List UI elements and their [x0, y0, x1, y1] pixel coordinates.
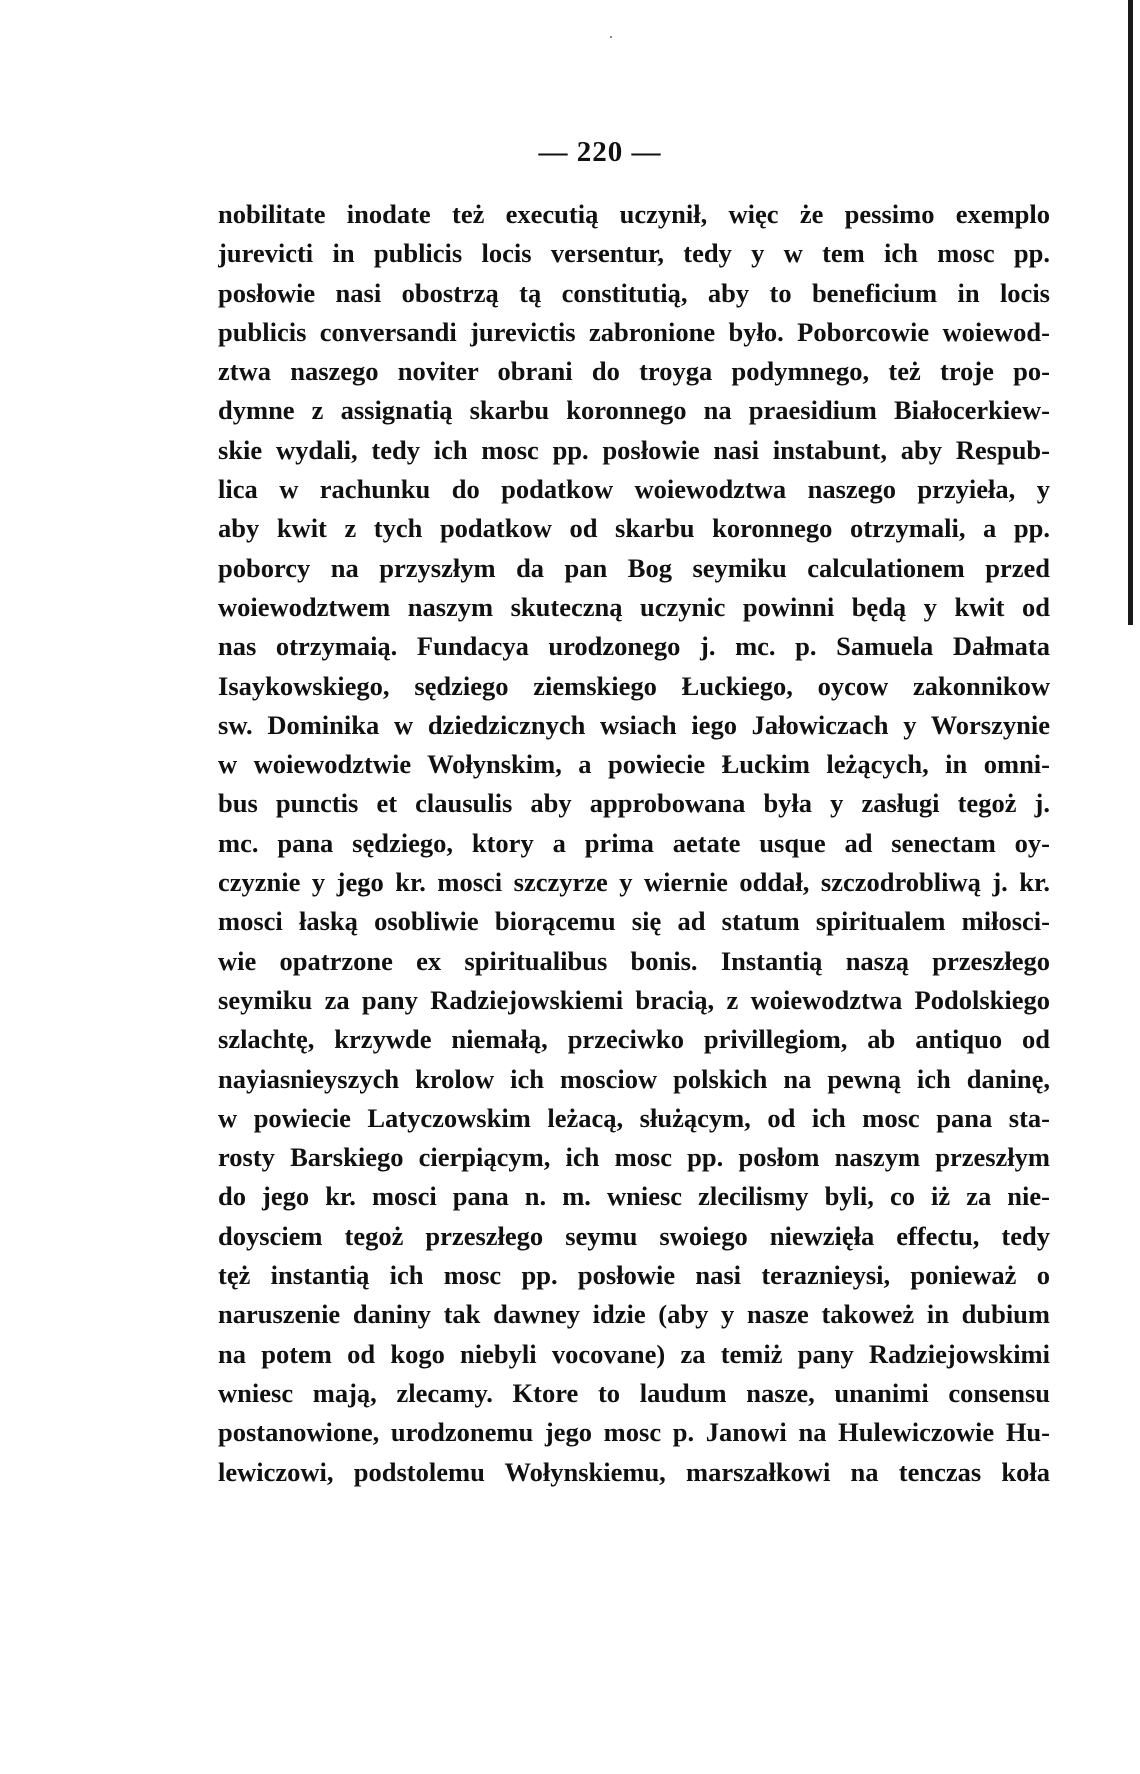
- text-line: do jego kr. mosci pana n. m. wniesc zlecilismy byli, co iż za nie-: [218, 1181, 1050, 1212]
- text-line: jurevicti in publicis locis versentur, tedy y w tem ich mosc pp.: [218, 238, 1050, 269]
- text-line: w woiewodztwie Wołynskim, a powiecie Łuckim leżących, in omni-: [218, 749, 1050, 780]
- text-line: seymiku za pany Radziejowskiemi bracią, z woiewodztwa Podolskiego: [218, 984, 1050, 1015]
- text-line: bus punctis et clausulis aby approbowana była y zasługi tegoż j.: [218, 788, 1050, 819]
- page-edge-shadow: [1128, 0, 1133, 625]
- text-line: sw. Dominika w dziedzicznych wsiach iego Jałowiczach y Worszynie: [218, 709, 1050, 740]
- text-line: skie wydali, tedy ich mosc pp. posłowie nasi instabunt, aby Respub-: [218, 434, 1050, 465]
- text-line: szlachtę, krzywde niemałą, przeciwko privillegiom, ab antiquo od: [218, 1024, 1050, 1055]
- text-line: nobilitate inodate też executią uczynił, więc że pessimo exemplo: [218, 199, 1050, 229]
- text-line: na potem od kogo niebyli vocovane) za temiż pany Radziejowskimi: [218, 1338, 1050, 1369]
- page-number: — 220 —: [538, 136, 662, 168]
- text-line: aby kwit z tych podatkow od skarbu koronnego otrzymali, a pp.: [218, 513, 1050, 544]
- text-line: rosty Barskiego cierpiącym, ich mosc pp. posłom naszym przeszłym: [218, 1142, 1050, 1173]
- text-line: nas otrzymaią. Fundacya urodzonego j. mc. p. Samuela Dałmata: [218, 631, 1050, 662]
- text-line: mc. pana sędziego, ktory a prima aetate usque ad senectam oy-: [218, 827, 1050, 858]
- text-line: w powiecie Latyczowskim leżacą, służącym, od ich mosc pana sta-: [218, 1102, 1050, 1133]
- text-line: mosci łaską osobliwie biorącemu się ad statum spiritualem miłosci-: [218, 906, 1050, 937]
- text-line: lica w rachunku do podatkow woiewodztwa naszego przyieła, y: [218, 474, 1050, 505]
- text-line: Isaykowskiego, sędziego ziemskiego Łuckiego, oycow zakonnikow: [218, 670, 1050, 701]
- text-line: ztwa naszego noviter obrani do troyga podymnego, też troje po-: [218, 356, 1050, 387]
- text-line: doysciem tegoż przeszłego seymu swoiego niewzięła effectu, tedy: [218, 1220, 1050, 1251]
- text-line: wie opatrzone ex spiritualibus bonis. Instantią naszą przeszłego: [218, 945, 1050, 976]
- text-line: postanowione, urodzonemu jego mosc p. Janowi na Hulewiczowie Hu-: [218, 1417, 1050, 1448]
- text-line: nayiasnieyszych krolow ich mosciow polskich na pewną ich daninę,: [218, 1063, 1050, 1094]
- text-line: publicis conversandi jurevictis zabronione było. Poborcowie woiewod-: [218, 316, 1050, 347]
- text-line: dymne z assignatią skarbu koronnego na praesidium Białocerkiew-: [218, 395, 1050, 426]
- text-line: poborcy na przyszłym da pan Bog seymiku calculationem przed: [218, 552, 1050, 583]
- scan-speck: [610, 36, 612, 38]
- text-line: tęż instantią ich mosc pp. posłowie nasi teraznieysi, ponieważ o: [218, 1260, 1050, 1291]
- text-line: naruszenie daniny tak dawney idzie (aby y nasze takoweż in dubium: [218, 1299, 1050, 1330]
- text-line: lewiczowi, podstolemu Wołynskiemu, marszałkowi na tenczas koła: [218, 1456, 1050, 1487]
- text-line: czyznie y jego kr. mosci szczyrze y wiernie oddał, szczodrobliwą j. kr.: [218, 867, 1050, 898]
- text-line: posłowie nasi obostrzą tą constitutią, aby to beneficium in locis: [218, 277, 1050, 308]
- text-line: wniesc mają, zlecamy. Ktore to laudum nasze, unanimi consensu: [218, 1377, 1050, 1408]
- body-text: [218, 195, 1050, 1492]
- text-line: woiewodztwem naszym skuteczną uczynic powinni będą y kwit od: [218, 591, 1050, 622]
